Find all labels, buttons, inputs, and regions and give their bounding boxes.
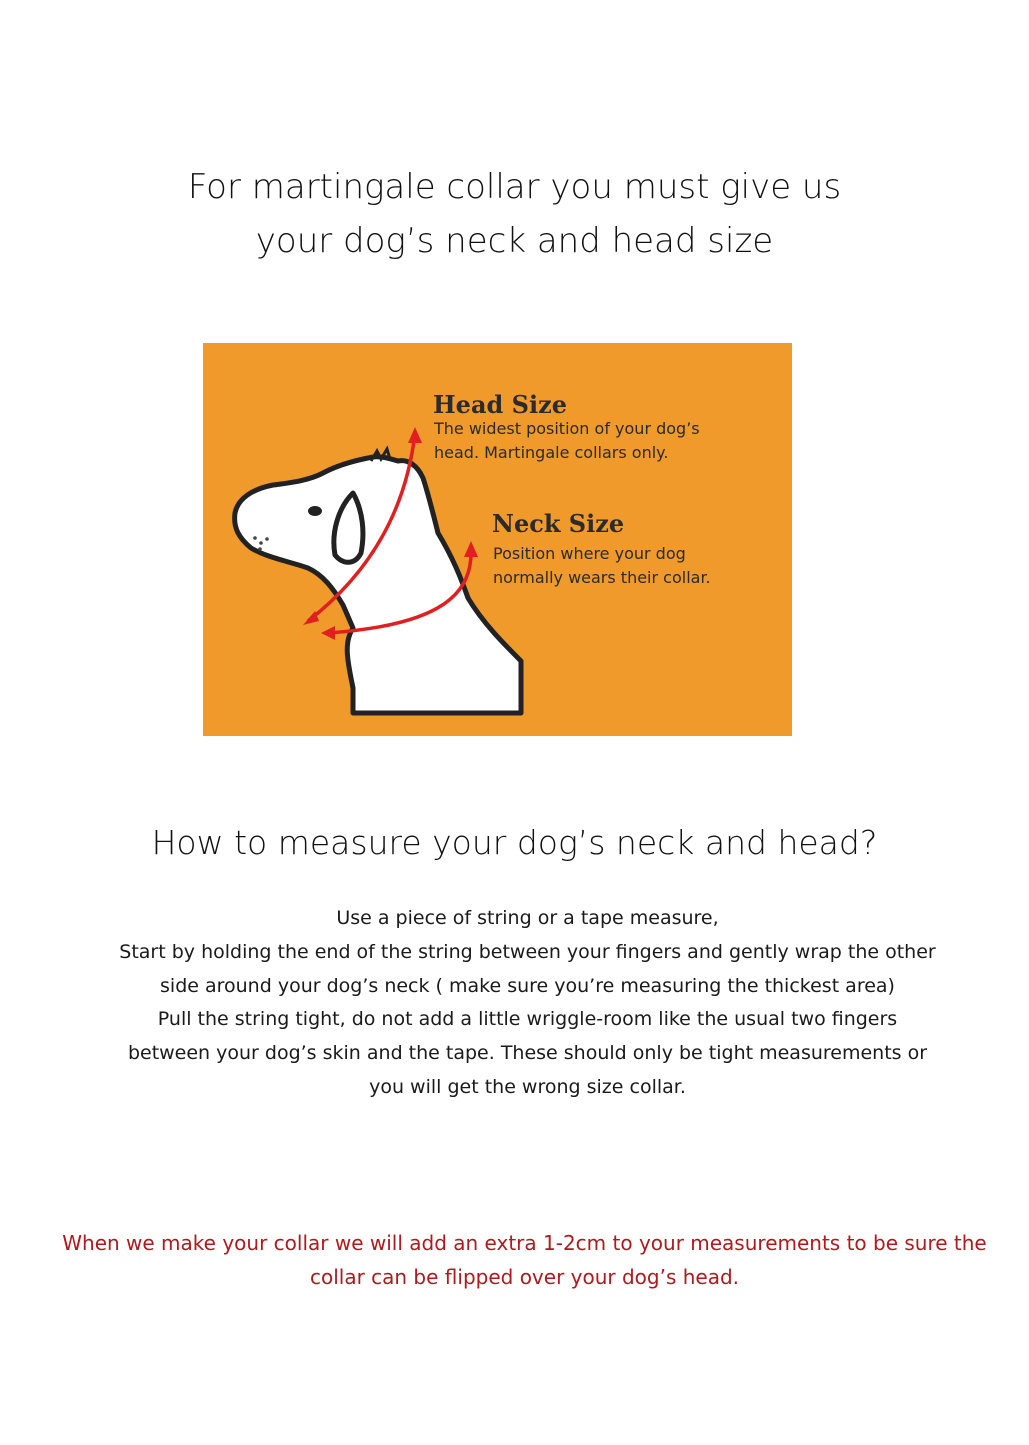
instruction-line: Pull the string tight, do not add a little wriggle-room like the usual two fingers (157, 1008, 898, 1031)
title-line-2: your dog’s neck and head size (255, 221, 774, 261)
title-line-1: For martingale collar you must give us (187, 167, 842, 207)
section-heading: How to measure your dog’s neck and head? (151, 823, 878, 862)
instruction-line: between your dog’s skin and the tape. These should only be tight measurements or (127, 1042, 928, 1065)
head-size-heading: Head Size (433, 390, 567, 419)
note-line-2: collar can be flipped over your dog’s head. (309, 1265, 740, 1289)
page-title (0, 160, 1029, 268)
head-size-description: The widest position of your dog’s head. Martingale collars only. (434, 419, 700, 462)
instruction-line: Start by holding the end of the string between your fingers and gently wrap the other (119, 940, 936, 963)
instruction-line: you will get the wrong size collar. (369, 1075, 686, 1098)
note-line-1: When we make your collar we will add an extra 1-2cm to your measurements to be sure the (62, 1231, 987, 1255)
measurement-instructions (60, 902, 995, 1105)
extra-length-note (20, 1226, 1029, 1294)
dog-outline (235, 457, 521, 713)
neck-size-heading: Neck Size (492, 509, 625, 538)
neck-size-description: Position where your dog normally wears their collar. (493, 544, 711, 587)
dog-eye (308, 506, 322, 516)
instruction-line: Use a piece of string or a tape measure, (336, 907, 719, 929)
dog-measurement-illustration (203, 343, 792, 736)
instruction-line: side around your dog’s neck ( make sure you’re measuring the thickest area) (160, 974, 895, 997)
